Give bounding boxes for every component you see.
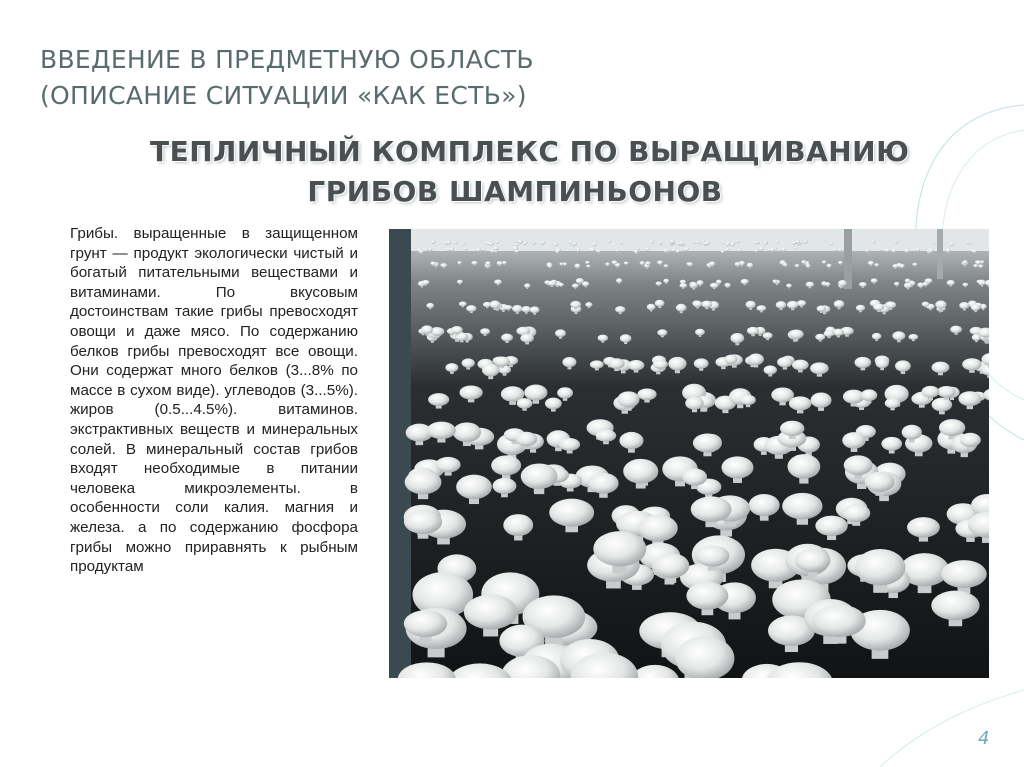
mushroom-cap [885, 249, 890, 252]
mushroom-cap [588, 473, 618, 494]
mushroom-cap [517, 398, 533, 409]
mushroom-cap [518, 240, 523, 244]
mushroom-cap [722, 456, 754, 478]
mushroom-cap [611, 260, 617, 264]
mushroom-cap [795, 264, 800, 267]
mushroom-cap [624, 261, 629, 264]
mushroom-cap [640, 261, 645, 265]
mushroom-cap [834, 300, 845, 308]
mushroom-cap [874, 263, 878, 266]
mushroom-cap [861, 389, 877, 401]
mushroom-cap [572, 284, 579, 288]
mushroom-cap [834, 248, 838, 250]
mushroom-cap [493, 478, 517, 494]
mushroom-cap [950, 243, 955, 246]
mushroom-cap [815, 334, 825, 340]
mushroom-cap [736, 240, 740, 243]
mushroom-cap [623, 459, 658, 484]
mushroom-cap [894, 282, 900, 286]
mushroom-cap [947, 280, 955, 285]
mushroom-cap [558, 283, 564, 286]
mushroom-cap [754, 249, 759, 252]
mushroom-cap [776, 301, 787, 308]
mushroom-cap [797, 300, 806, 306]
mushroom-cap [695, 545, 729, 566]
mushroom-cap [464, 247, 468, 249]
mushroom-cap [436, 457, 461, 473]
mushroom-cap [838, 261, 843, 264]
mushroom-cap [686, 582, 728, 610]
mushroom-cap [724, 283, 730, 287]
mushroom-cap [576, 278, 584, 283]
mushroom-cap [575, 264, 581, 268]
mushroom-cap [842, 432, 866, 449]
mushroom-cap [494, 280, 502, 285]
mushroom-cap [789, 396, 812, 410]
mushroom-cap [694, 358, 709, 368]
mushroom-cap [491, 455, 521, 475]
mushroom-cap [576, 249, 580, 252]
mushroom-cap [554, 243, 558, 246]
mushroom-cap [771, 248, 775, 251]
mushroom-cap [833, 329, 844, 336]
mushroom-photo-illustration [389, 229, 989, 678]
mushroom-cap [690, 282, 697, 287]
mushroom-cap [963, 260, 968, 263]
mushroom-greenhouse-photo [389, 229, 989, 678]
mushroom-cap [902, 425, 922, 440]
mushroom-cap [747, 327, 759, 335]
mushroom-cap [873, 304, 884, 311]
mushroom-cap [493, 246, 498, 250]
mushroom-cap [692, 242, 695, 244]
mushroom-cap [709, 261, 715, 265]
mushroom-cap [570, 301, 581, 308]
mushroom-cap [856, 305, 865, 311]
mushroom-cap [859, 282, 867, 287]
mushroom-cap [617, 391, 639, 407]
mushroom-cap [772, 280, 778, 283]
mushroom-cap [941, 560, 987, 588]
mushroom-cap [502, 261, 507, 264]
mushroom-cap [680, 280, 686, 284]
mushroom-cap [646, 248, 649, 250]
mushroom-cap [549, 499, 594, 527]
mushroom-cap [865, 472, 895, 492]
mushroom-cap [759, 247, 764, 250]
mushroom-cap [905, 279, 911, 283]
mushroom-cap [679, 242, 684, 245]
page-number: 4 [978, 728, 990, 749]
mushroom-cap [935, 301, 946, 309]
mushroom-cap [693, 434, 722, 453]
mushroom-cap [740, 395, 755, 405]
mushroom-cap [721, 241, 724, 244]
mushroom-cap [872, 333, 882, 340]
mushroom-cap [749, 494, 780, 516]
mushroom-cap [453, 422, 481, 442]
mushroom-cap [892, 249, 897, 252]
slide-title-line2: ГРИБОВ ШАМПИНЬОНОВ [307, 175, 723, 208]
mushroom-cap [932, 362, 950, 373]
mushroom-cap [781, 248, 786, 251]
mushroom-cap [466, 305, 476, 312]
mushroom-cap [696, 241, 700, 244]
mushroom-cap [680, 283, 688, 288]
mushroom-cap [672, 249, 675, 251]
mushroom-cap [559, 438, 580, 451]
mushroom-cap [620, 241, 623, 243]
mushroom-cap [676, 250, 680, 253]
mushroom-cap [747, 263, 754, 268]
mushroom-cap [817, 305, 826, 311]
mushroom-cap [792, 360, 809, 371]
mushroom-cap [419, 250, 424, 253]
mushroom-cap [741, 279, 749, 284]
mushroom-cap [653, 553, 690, 578]
mushroom-cap [838, 280, 847, 286]
mushroom-cap [879, 248, 883, 250]
mushroom-cap [663, 249, 668, 252]
mushroom-cap [559, 263, 563, 266]
mushroom-cap [637, 388, 656, 400]
mushroom-cap [763, 241, 768, 244]
mushroom-cap [916, 248, 920, 251]
mushroom-cap [457, 261, 461, 264]
mushroom-cap [746, 301, 756, 309]
mushroom-cap [693, 301, 702, 308]
mushroom-cap [894, 241, 898, 244]
mushroom-cap [907, 517, 940, 537]
mushroom-cap [430, 262, 436, 266]
mushroom-cap [590, 248, 595, 252]
mushroom-cap [480, 328, 490, 334]
mushroom-cap [422, 280, 430, 285]
mushroom-cap [801, 260, 806, 263]
mushroom-cap [668, 357, 686, 371]
mushroom-cap [806, 264, 811, 267]
mushroom-cap [695, 329, 705, 336]
mushroom-cap [590, 360, 604, 368]
mushroom-cap [476, 248, 481, 251]
mushroom-cap [608, 358, 624, 369]
mushroom-cap [664, 264, 669, 267]
mushroom-cap [885, 398, 901, 408]
mushroom-cap [657, 329, 667, 336]
mushroom-cap [592, 243, 596, 246]
mushroom-cap [908, 334, 918, 340]
mushroom-cap [571, 243, 574, 245]
mushroom-cap [885, 301, 896, 308]
mushroom-cap [585, 302, 592, 307]
mushroom-cap [445, 363, 458, 372]
mushroom-cap [811, 392, 832, 407]
mushroom-cap [485, 261, 490, 265]
mushroom-cap [459, 385, 482, 399]
mushroom-cap [895, 360, 911, 371]
mushroom-cap [514, 249, 519, 252]
mushroom-cap [427, 422, 456, 439]
mushroom-cap [904, 249, 909, 252]
mushroom-cap [515, 243, 519, 246]
mushroom-cap [676, 304, 687, 312]
mushroom-cap [431, 240, 436, 243]
mushroom-cap [822, 261, 827, 264]
mushroom-cap [628, 360, 645, 370]
mushroom-cap [555, 250, 559, 253]
mushroom-cap [946, 249, 951, 253]
mushroom-cap [701, 301, 712, 308]
mushroom-cap [495, 241, 499, 244]
mushroom-cap [540, 241, 545, 244]
mushroom-cap [795, 549, 831, 572]
mushroom-cap [562, 357, 576, 367]
mushroom-cap [922, 302, 930, 307]
mushroom-cap [962, 283, 968, 287]
mushroom-cap [777, 357, 792, 367]
mushroom-cap [635, 247, 640, 250]
mushroom-cap [960, 433, 981, 447]
slide-title-line1: ТЕПЛИЧНЫЙ КОМПЛЕКС ПО ВЫРАЩИВАНИЮ [150, 135, 910, 168]
mushroom-cap [425, 248, 429, 250]
mushroom-cap [782, 493, 822, 520]
mushroom-cap [557, 387, 573, 398]
mushroom-cap [972, 249, 977, 252]
mushroom-cap [931, 591, 979, 621]
mushroom-cap [428, 393, 449, 406]
mushroom-cap [545, 398, 562, 410]
mushroom-cap [607, 240, 610, 242]
mushroom-cap [872, 241, 876, 243]
mushroom-cap [462, 358, 475, 367]
mushroom-cap [616, 278, 622, 283]
mushroom-cap [653, 360, 668, 369]
mushroom-cap [598, 335, 608, 342]
mushroom-cap [656, 281, 662, 285]
mushroom-cap [505, 305, 513, 310]
mushroom-cap [776, 240, 780, 242]
mushroom-cap [787, 454, 820, 479]
mushroom-cap [737, 249, 741, 251]
mushroom-cap [670, 240, 675, 244]
slide-title [150, 132, 910, 212]
mushroom-cap [803, 240, 807, 243]
mushroom-cap [490, 300, 501, 308]
body-paragraph: Грибы. выращенные в защищенном грунт — продукт экологически чистый и богатый питательными веществами и витаминами. По вкусовым достоинствам такие грибы превосходят овощи и даже мясо. По содержанию белков грибы превосходят все овощи. Они содержат много белков (3...8% по массе в сухом виде). углеводов (3...5%). жиров (0.5...4.5%). витаминов. экстрактивных веществ и минеральных солей. В минеральный состав грибов входят необходимые в питании человека микроэлементы. в особенности соли калия. магния и железа. а по содержанию фосфора грибы можно приравнять к рыбным продуктам [70, 225, 358, 576]
mushroom-cap [855, 357, 872, 368]
mushroom-cap [645, 261, 651, 264]
mushroom-cap [691, 496, 732, 522]
mushroom-cap [705, 241, 710, 245]
mushroom-cap [615, 306, 625, 313]
mushroom-cap [876, 358, 889, 368]
mushroom-cap [724, 355, 737, 364]
mushroom-cap [806, 282, 815, 288]
mushroom-cap [503, 514, 533, 536]
mushroom-cap [530, 306, 540, 313]
mushroom-cap [658, 242, 663, 245]
mushroom-cap [710, 283, 719, 288]
mushroom-cap [730, 243, 734, 246]
mushroom-cap [684, 247, 689, 250]
mushroom-cap [404, 510, 442, 534]
mushroom-cap [969, 242, 972, 244]
mushroom-cap [929, 249, 933, 252]
mushroom-cap [512, 305, 523, 312]
mushroom-cap [616, 249, 620, 251]
mushroom-cap [515, 432, 537, 447]
mushroom-cap [451, 326, 463, 334]
mushroom-cap [810, 362, 829, 374]
mushroom-cap [593, 531, 646, 566]
mushroom-cap [421, 325, 433, 334]
mushroom-cap [514, 241, 517, 243]
mushroom-cap [520, 334, 533, 343]
mushroom-cap [959, 302, 969, 309]
section-heading [40, 42, 534, 114]
mushroom-cap [958, 391, 981, 406]
mushroom-cap [404, 610, 447, 637]
mushroom-cap [962, 358, 982, 370]
mushroom-cap [931, 242, 934, 244]
mushroom-cap [721, 250, 725, 252]
mushroom-cap [783, 263, 788, 266]
mushroom-cap [764, 365, 777, 374]
mushroom-cap [426, 303, 434, 308]
mushroom-cap [754, 242, 757, 245]
mushroom-cap [501, 334, 513, 342]
mushroom-cap [440, 263, 447, 267]
mushroom-cap [975, 260, 981, 264]
mushroom-cap [825, 282, 831, 286]
mushroom-cap [871, 278, 878, 283]
mushroom-cap [939, 419, 965, 436]
mushroom-cap [405, 470, 442, 494]
mushroom-cap [978, 280, 986, 286]
mushroom-cap [866, 249, 870, 252]
mushroom-cap [697, 280, 704, 285]
mushroom-cap [787, 301, 799, 309]
mushroom-cap [555, 329, 566, 337]
mushroom-cap [925, 278, 933, 283]
mushroom-cap [464, 595, 518, 630]
mushroom-cap [763, 332, 773, 339]
mushroom-cap [532, 242, 536, 244]
mushroom-cap [900, 264, 905, 268]
mushroom-cap [827, 264, 832, 268]
mushroom-cap [855, 549, 905, 585]
mushroom-cap [922, 386, 940, 398]
mushroom-cap [521, 463, 558, 489]
mushroom-cap [812, 605, 866, 638]
mushroom-cap [459, 302, 467, 307]
mushroom-cap [978, 265, 983, 268]
mushroom-cap [619, 432, 643, 449]
mushroom-cap [488, 242, 493, 245]
mushroom-cap [586, 265, 590, 268]
mushroom-cap [596, 250, 600, 253]
mushroom-cap [585, 261, 589, 264]
mushroom-cap [548, 281, 557, 286]
section-heading-line2: (ОПИСАНИЕ СИТУАЦИИ «КАК ЕСТЬ») [40, 81, 527, 110]
mushroom-cap [547, 264, 552, 267]
mushroom-cap [748, 354, 764, 366]
mushroom-cap [497, 261, 503, 265]
mushroom-cap [454, 241, 458, 243]
mushroom-cap [937, 386, 956, 398]
mushroom-cap [638, 515, 678, 542]
mushroom-cap [789, 329, 803, 338]
mushroom-cap [685, 397, 704, 410]
mushroom-cap [796, 240, 801, 243]
mushroom-cap [842, 504, 870, 522]
mushroom-cap [735, 262, 741, 266]
mushroom-cap [482, 363, 499, 376]
mushroom-cap [868, 261, 874, 265]
mushroom-cap [456, 475, 492, 499]
mushroom-cap [725, 243, 730, 246]
mushroom-cap [726, 248, 730, 251]
mushroom-cap [794, 247, 797, 249]
mushroom-cap [523, 242, 527, 245]
mushroom-cap [971, 304, 980, 311]
mushroom-cap [605, 263, 609, 266]
mushroom-cap [522, 306, 531, 312]
mushroom-cap [780, 421, 804, 436]
mushroom-cap [730, 333, 744, 343]
mushroom-cap [650, 241, 654, 243]
mushroom-cap [912, 263, 917, 266]
section-heading-line1: ВВЕДЕНИЕ В ПРЕДМЕТНУЮ ОБЛАСТЬ [40, 45, 534, 74]
mushroom-cap [892, 331, 905, 340]
mushroom-cap [663, 279, 669, 283]
mushroom-cap [682, 468, 707, 485]
mushroom-cap [620, 334, 632, 342]
mushroom-cap [657, 260, 663, 264]
mushroom-cap [457, 280, 463, 284]
mushroom-cap [494, 357, 510, 367]
mushroom-cap [524, 283, 530, 288]
mushroom-cap [815, 516, 847, 536]
mushroom-cap [838, 249, 842, 252]
mushroom-cap [829, 242, 833, 244]
mushroom-cap [647, 304, 656, 310]
mushroom-cap [447, 241, 451, 244]
mushroom-cap [524, 384, 547, 400]
mushroom-cap [881, 437, 902, 451]
mushroom-cap [655, 300, 665, 307]
mushroom-cap [462, 243, 465, 245]
mushroom-cap [596, 429, 616, 441]
mushroom-cap [687, 262, 693, 266]
mushroom-cap [824, 330, 835, 337]
mushroom-cap [449, 248, 454, 251]
mushroom-cap [471, 261, 477, 265]
mushroom-cap [950, 326, 962, 334]
mushroom-cap [786, 284, 792, 288]
mushroom-cap [844, 455, 873, 475]
mushroom-cap [716, 280, 722, 284]
mushroom-cap [757, 305, 767, 311]
